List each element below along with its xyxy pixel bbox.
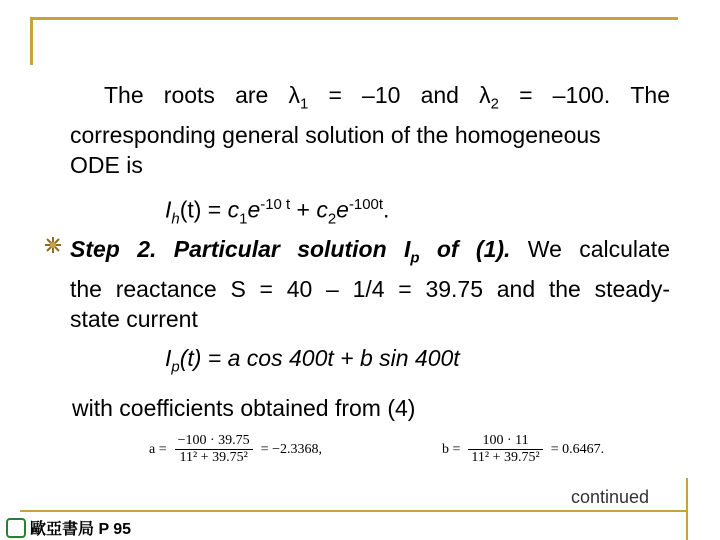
step2-paragraph: [70, 234, 670, 334]
formula-b-lhs: b =: [442, 441, 461, 457]
frame-left-line: [30, 17, 33, 65]
particular-solution-equation: [165, 343, 460, 383]
eq1-exponent1: -10 t: [260, 196, 291, 213]
eq1-exponent2: -100t: [348, 196, 384, 213]
homogeneous-solution-equation: [165, 190, 389, 234]
formula-b-denominator: 11² + 39.75²: [471, 450, 540, 465]
bullet-star-icon: [44, 236, 62, 254]
formula-a: [145, 433, 326, 466]
eq2-p-subscript: p: [171, 358, 180, 376]
eq1-plus: +: [290, 196, 317, 223]
steady-state-line: state current: [70, 305, 198, 332]
continued-label: continued: [571, 487, 650, 507]
eq1-e2: e: [336, 196, 349, 223]
eq1-c1: c: [227, 196, 240, 223]
lambda2-subscript: 2: [490, 95, 499, 113]
eq1-e1: e: [247, 196, 261, 223]
formula-b-numerator: 100 · 11: [468, 433, 542, 450]
eq1-period: .: [383, 196, 390, 223]
ode-is-line: ODE is: [70, 151, 143, 178]
frame-bottom-line: [20, 510, 688, 512]
eq1-c2-subscript: 2: [327, 210, 337, 228]
step2-heading: Step 2. Particular solution I: [70, 236, 411, 262]
formula-b-rhs: = 0.6467.: [550, 441, 605, 457]
step2-heading-end: of (1).: [419, 236, 511, 262]
eq1-I: I: [165, 196, 172, 223]
reactance-line: the reactance S = 40 – 1/4 = 39.75 and the steady-: [70, 275, 670, 302]
roots-text-a: The roots are λ: [104, 82, 300, 108]
formula-a-rhs: = −2.3368,: [260, 441, 322, 457]
step2-text-rest: We calculate: [510, 236, 670, 262]
formula-b: [438, 433, 608, 466]
frame-right-line: [686, 478, 688, 540]
eq1-h-subscript: h: [171, 210, 180, 228]
coefficients-line: with coefficients obtained from (4): [72, 395, 416, 421]
eq1-c2: c: [316, 196, 328, 223]
eq2-rest: (t) = a cos 400t + b sin 400t: [179, 345, 460, 371]
formula-a-lhs: a =: [149, 441, 167, 457]
general-solution-line: corresponding general solution of the homogeneous: [70, 121, 601, 148]
formula-a-denominator: 11² + 39.75²: [179, 450, 248, 465]
formula-a-numerator: −100 · 39.75: [175, 433, 253, 450]
step2-line1: [70, 234, 670, 274]
lambda1-subscript: 1: [299, 95, 309, 113]
formula-a-fraction: [175, 433, 253, 466]
step2-heading-subscript: p: [410, 249, 420, 267]
roots-text-c: = –100. The: [498, 82, 671, 108]
roots-text-b: = –10 and λ: [308, 82, 491, 108]
roots-line: [70, 80, 670, 120]
eq1-c1-subscript: 1: [239, 210, 248, 228]
roots-paragraph: [70, 80, 670, 180]
footer: [6, 516, 131, 539]
formula-b-fraction: [468, 433, 542, 466]
eq1-t: (t) =: [179, 196, 228, 223]
footer-text: 歐亞書局 P 95: [30, 521, 132, 538]
publisher-logo-icon: [6, 518, 26, 538]
eq2-I: I: [165, 345, 172, 371]
frame-top-line: [30, 17, 678, 20]
